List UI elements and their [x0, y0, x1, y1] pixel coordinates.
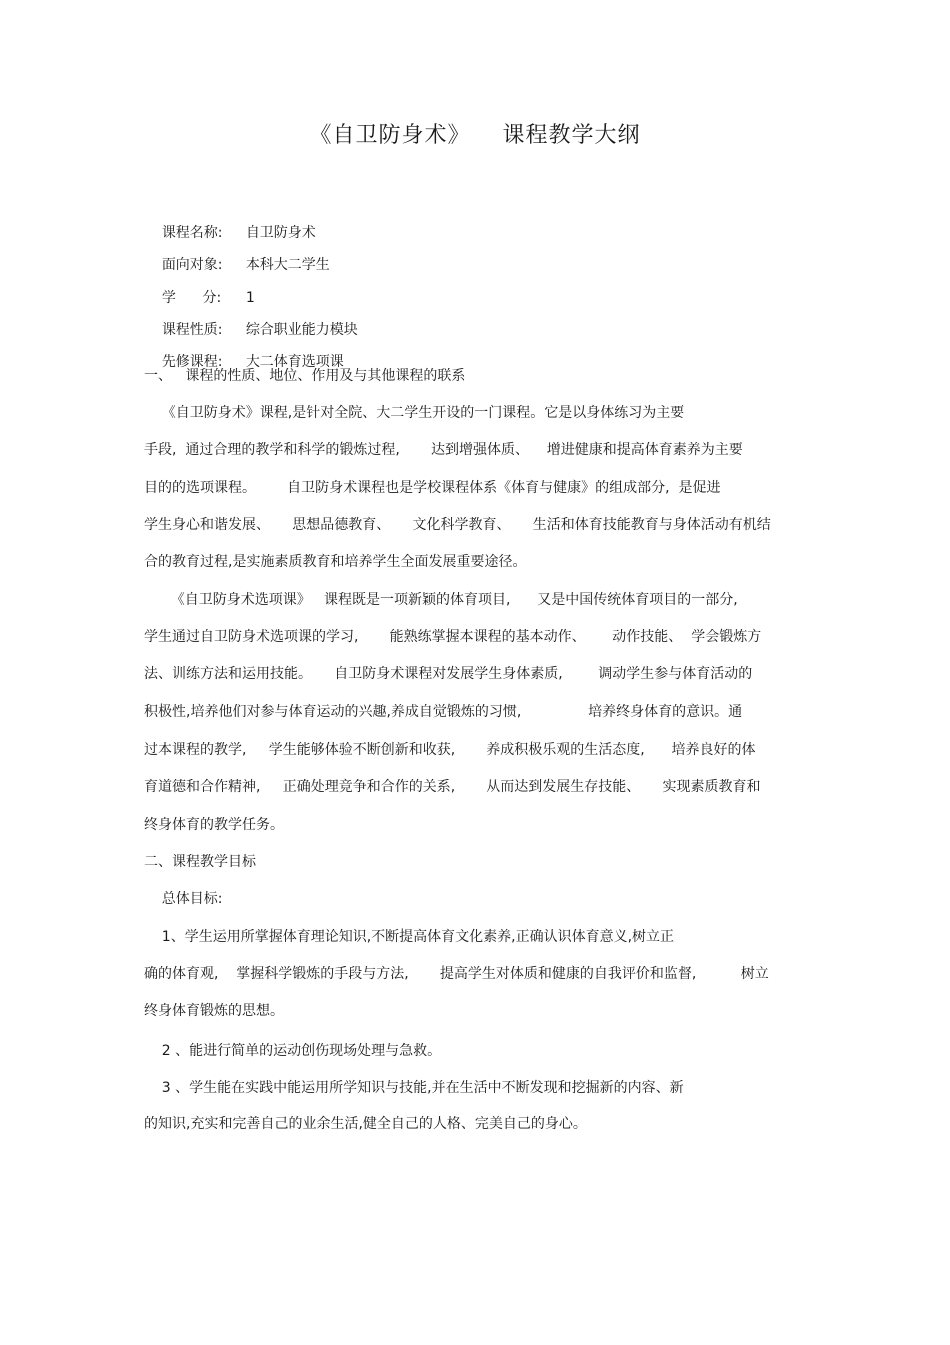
- paragraph-line: 过本课程的教学, 学生能够体验不断创新和收获, 养成积极乐观的生活态度, 培养良好的体: [144, 742, 756, 758]
- paragraph-line: 1、学生运用所掌握体育理论知识,不断提高体育文化素养,正确认识体育意义,树立正: [144, 929, 675, 945]
- paragraph-line: 学生通过自卫防身术选项课的学习, 能熟练掌握本课程的基本动作、 动作技能、 学会锻炼方: [144, 629, 762, 645]
- overall-goal-label: 总体目标:: [144, 891, 223, 907]
- paragraph-line: 《自卫防身术》课程,是针对全院、大二学生开设的一门课程。它是以身体练习为主要: [144, 405, 685, 421]
- section-heading-1: 一、 课程的性质、地位、作用及与其他课程的联系: [144, 368, 466, 384]
- paragraph-line: 合的教育过程,是实施素质教育和培养学生全面发展重要途径。: [144, 554, 527, 570]
- paragraph-line: 的知识,充实和完善自己的业余生活,健全自己的人格、完美自己的身心。: [144, 1116, 587, 1132]
- paragraph-line: 终身体育锻炼的思想。: [144, 1003, 284, 1019]
- paragraph-line: 2 、能进行简单的运动创伤现场处理与急救。: [144, 1043, 442, 1059]
- info-value: 综合职业能力模块: [245, 322, 358, 338]
- paragraph-line: 3 、学生能在实践中能运用所学知识与技能,并在生活中不断发现和挖掘新的内容、新: [144, 1080, 684, 1096]
- info-value: 本科大二学生: [245, 257, 330, 273]
- info-value: 大二体育选项课: [245, 354, 344, 370]
- paragraph-line: 终身体育的教学任务。: [144, 817, 284, 833]
- paragraph-line: 《自卫防身术选项课》 课程既是一项新颖的体育项目, 又是中国传统体育项目的一部分,: [144, 592, 738, 608]
- info-label: 课程名称:: [161, 225, 223, 241]
- info-label: 先修课程:: [161, 354, 223, 370]
- paragraph-line: 确的体育观, 掌握科学锻炼的手段与方法, 提高学生对体质和健康的自我评价和监督, 树立: [144, 966, 769, 982]
- paragraph-line: 学生身心和谐发展、 思想品德教育、 文化科学教育、 生活和体育技能教育与身体活动有机结: [144, 517, 771, 533]
- paragraph-line: 手段, 通过合理的教学和科学的锻炼过程, 达到增强体质、 增进健康和提高体育素养为主要: [144, 442, 743, 458]
- paragraph-line: 积极性,培养他们对参与体育运动的兴趣,养成自觉锻炼的习惯, 培养终身体育的意识。通: [144, 704, 743, 720]
- info-label: 课程性质:: [161, 322, 223, 338]
- paragraph-line: 育道德和合作精神, 正确处理竞争和合作的关系, 从而达到发展生存技能、 实现素质教育和: [144, 779, 761, 795]
- info-label: 面向对象:: [161, 257, 223, 273]
- paragraph-line: 目的的选项课程。 自卫防身术课程也是学校课程体系《体育与健康》的组成部分, 是促进: [144, 480, 721, 496]
- info-value: 1: [245, 290, 255, 306]
- document-title: 《自卫防身术》 课程教学大纲: [309, 123, 641, 148]
- info-label: 学 分:: [161, 290, 222, 306]
- info-value: 自卫防身术: [245, 225, 316, 241]
- paragraph-line: 法、训练方法和运用技能。 自卫防身术课程对发展学生身体素质, 调动学生参与体育活动的: [144, 666, 753, 682]
- section-heading-2: 二、课程教学目标: [144, 854, 256, 870]
